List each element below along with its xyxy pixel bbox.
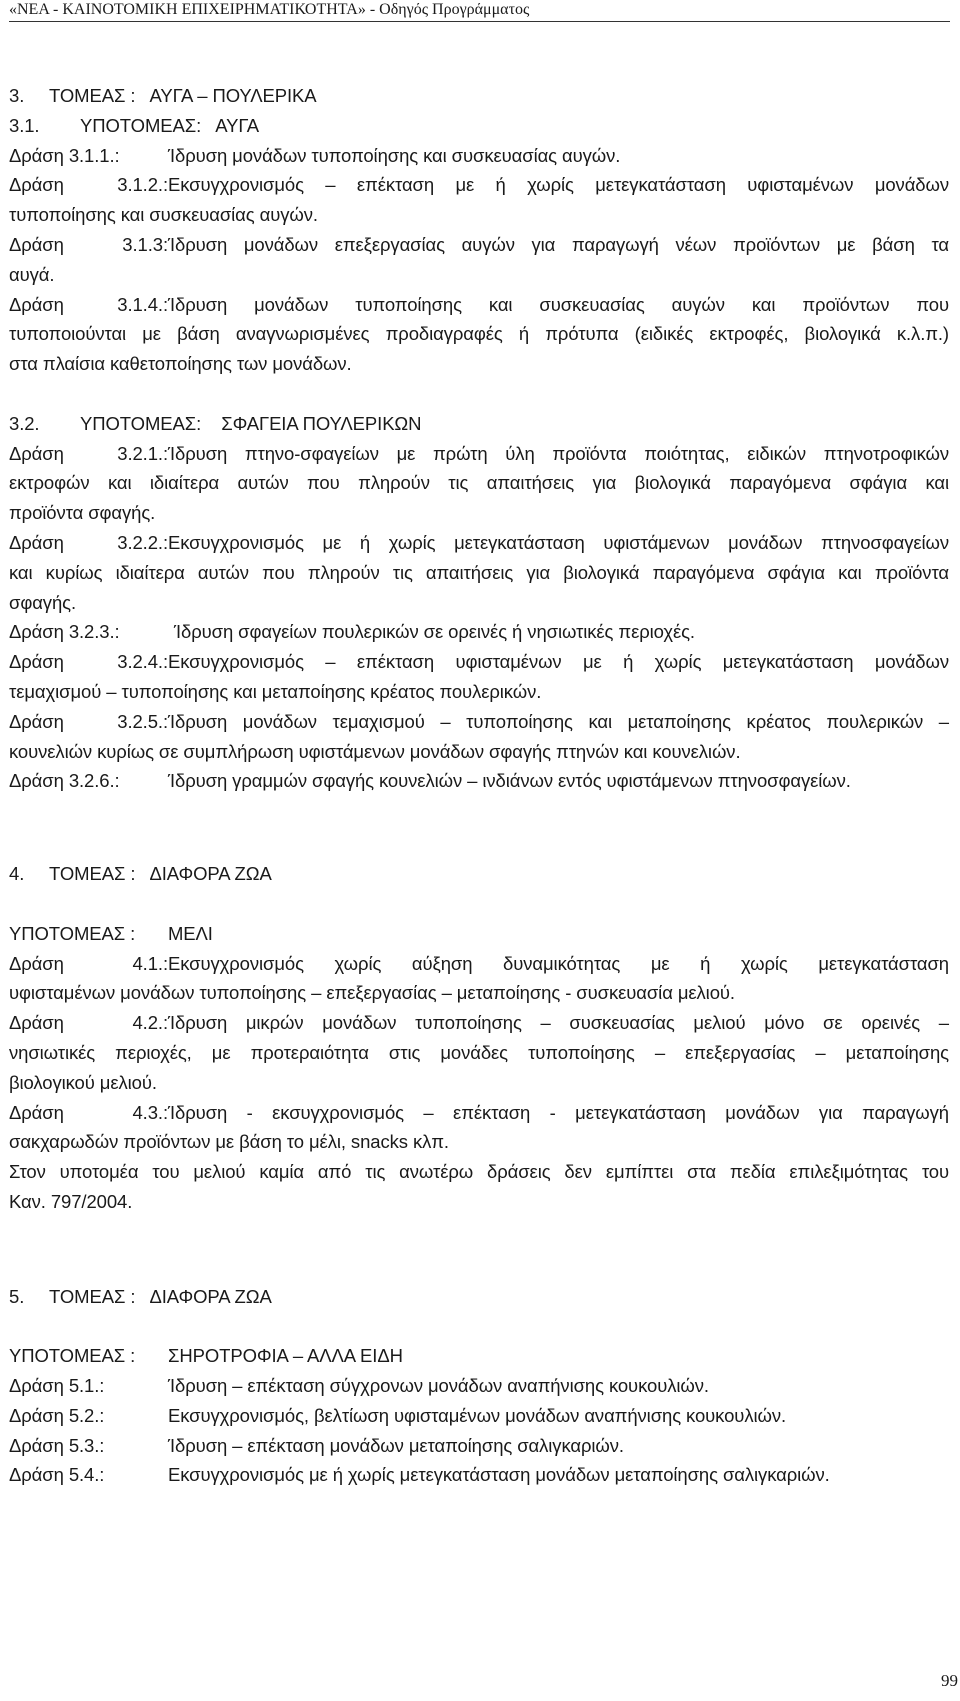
subsection-3-1-heading: 3.1. ΥΠΟΤΟΜΕΑΣ: ΑΥΓΑ	[9, 114, 259, 136]
subsection-5-heading: ΥΠΟΤΟΜΕΑΣ : ΣΗΡΟΤΡΟΦΙΑ – ΑΛΛΑ ΕΙΔΗ	[9, 1345, 403, 1367]
action-3-1-1: Δράση 3.1.1.: Ίδρυση μονάδων τυποποίησης και συσκευασίας αυγών.	[9, 144, 621, 166]
action-3-1-3: Δράση 3.1.3:Ίδρυση μονάδων επεξεργασίας αυγών για παραγωγή νέων προϊόντων με βάση τα αυγά.	[9, 233, 949, 285]
subsection-4-heading: ΥΠΟΤΟΜΕΑΣ : ΜΕΛΙ	[9, 922, 213, 944]
action-3-1-2: Δράση 3.1.2.:Εκσυγχρονισμός – επέκταση με ή χωρίς μετεγκατάσταση υφισταμένων μονάδων τυποποίησης και συσκευασίας αυγών.	[9, 174, 949, 226]
action-3-1-4: Δράση 3.1.4.:Ίδρυση μονάδων τυποποίησης και συσκευασίας αυγών και προϊόντων που τυποποιούνται με βάση αναγνωρισμένες προδιαγραφές ή πρότυπα (ειδικές εκτροφές, βιολογικά κ.λ.π.) στα πλαίσια καθετοποίησης των μονάδων.	[9, 293, 949, 375]
action-3-2-6: Δράση 3.2.6.: Ίδρυση γραμμών σφαγής κουνελιών – ινδιάνων εντός υφιστάμενων πτηνοσφαγείων.	[9, 770, 851, 792]
subsection-3-2-heading: 3.2. ΥΠΟΤΟΜΕΑΣ: ΣΦΑΓΕΙΑ ΠΟΥΛΕΡΙΚΩΝ	[9, 412, 422, 434]
document-body	[9, 81, 949, 1490]
section-4-note: Στον υποτομέα του μελιού καμία από τις ανωτέρω δράσεις δεν εμπίπτει στα πεδία επιλεξιμότητας του Καν. 797/2004.	[9, 1161, 949, 1212]
action-3-2-4: Δράση 3.2.4.:Εκσυγχρονισμός – επέκταση υφισταμένων με ή χωρίς μετεγκατάσταση μονάδων τεμαχισμού – τυποποίησης και μεταποίησης κρέατος πουλερικών.	[9, 651, 949, 702]
document-title: «ΝΕΑ - ΚΑΙΝΟΤΟΜΙΚΗ ΕΠΙΧΕΙΡΗΜΑΤΙΚΟΤΗΤΑ» - Οδηγός Προγράμματος	[9, 1, 530, 18]
action-3-2-2: Δράση 3.2.2.:Εκσυγχρονισμός με ή χωρίς μετεγκατάσταση υφιστάμενων μονάδων πτηνοσφαγείων και κυρίως ιδιαίτερα αυτών που πληρούν τις απαιτήσεις για βιολογικά παραγόμενα σφάγια και προϊόντα σφαγής.	[9, 531, 949, 613]
page-number: 99	[941, 1671, 958, 1690]
action-3-2-3: Δράση 3.2.3.: Ίδρυση σφαγείων πουλερικών σε ορεινές ή νησιωτικές περιοχές.	[9, 621, 695, 643]
page-header	[9, 0, 950, 22]
action-3-2-1: Δράση 3.2.1.:Ίδρυση πτηνο-σφαγείων με πρώτη ύλη προϊόντα ποιότητας, ειδικών πτηνοτροφικών εκτροφών και ιδιαίτερα αυτών που πληρούν τις απαιτήσεις για βιολογικά παραγόμενα σφάγια και προϊόντα σφαγής.	[9, 442, 949, 524]
action-4-1: Δράση 4.1.:Εκσυγχρονισμός χωρίς αύξηση δυναμικότητας με ή χωρίς μετεγκατάσταση υφισταμένων μονάδων τυποποίησης – επεξεργασίας – μεταποίησης - συσκευασία μελιού.	[9, 952, 949, 1004]
section-5-heading: 5. ΤΟΜΕΑΣ : ΔΙΑΦΟΡΑ ΖΩΑ	[9, 1285, 272, 1307]
action-5-3: Δράση 5.3.: Ίδρυση – επέκταση μονάδων μεταποίησης σαλιγκαριών.	[9, 1434, 624, 1456]
action-4-3: Δράση 4.3.:Ίδρυση - εκσυγχρονισμός – επέκταση - μετεγκατάσταση μονάδων για παραγωγή σακχαρωδών προϊόντων με βάση το μέλι, snacks κλπ.	[9, 1101, 949, 1153]
action-5-1: Δράση 5.1.: Ίδρυση – επέκταση σύγχρονων μονάδων αναπήνισης κουκουλιών.	[9, 1375, 709, 1397]
section-4-heading: 4. ΤΟΜΕΑΣ : ΔΙΑΦΟΡΑ ΖΩΑ	[9, 863, 272, 885]
section-3-heading: 3. ΤΟΜΕΑΣ : ΑΥΓΑ – ΠΟΥΛΕΡΙΚΑ	[9, 85, 317, 106]
action-3-2-5: Δράση 3.2.5.:Ίδρυση μονάδων τεμαχισμού – τυποποίησης και μεταποίησης κρέατος πουλερικών – κουνελιών κυρίως σε συμπλήρωση υφιστάμενων μονάδων σφαγής πτηνών και κουνελιών.	[9, 710, 949, 762]
action-5-4: Δράση 5.4.: Εκσυγχρονισμός με ή χωρίς μετεγκατάσταση μονάδων μεταποίησης σαλιγκαριών.	[9, 1464, 830, 1486]
action-4-2: Δράση 4.2.:Ίδρυση μικρών μονάδων τυποποίησης – συσκευασίας μελιού μόνο σε ορεινές – νησιωτικές περιοχές, με προτεραιότητα στις μονάδες τυποποίησης – επεξεργασίας – μεταποίησης βιολογικού μελιού.	[9, 1012, 949, 1093]
action-5-2: Δράση 5.2.: Εκσυγχρονισμός, βελτίωση υφισταμένων μονάδων αναπήνισης κουκουλιών.	[9, 1404, 787, 1426]
